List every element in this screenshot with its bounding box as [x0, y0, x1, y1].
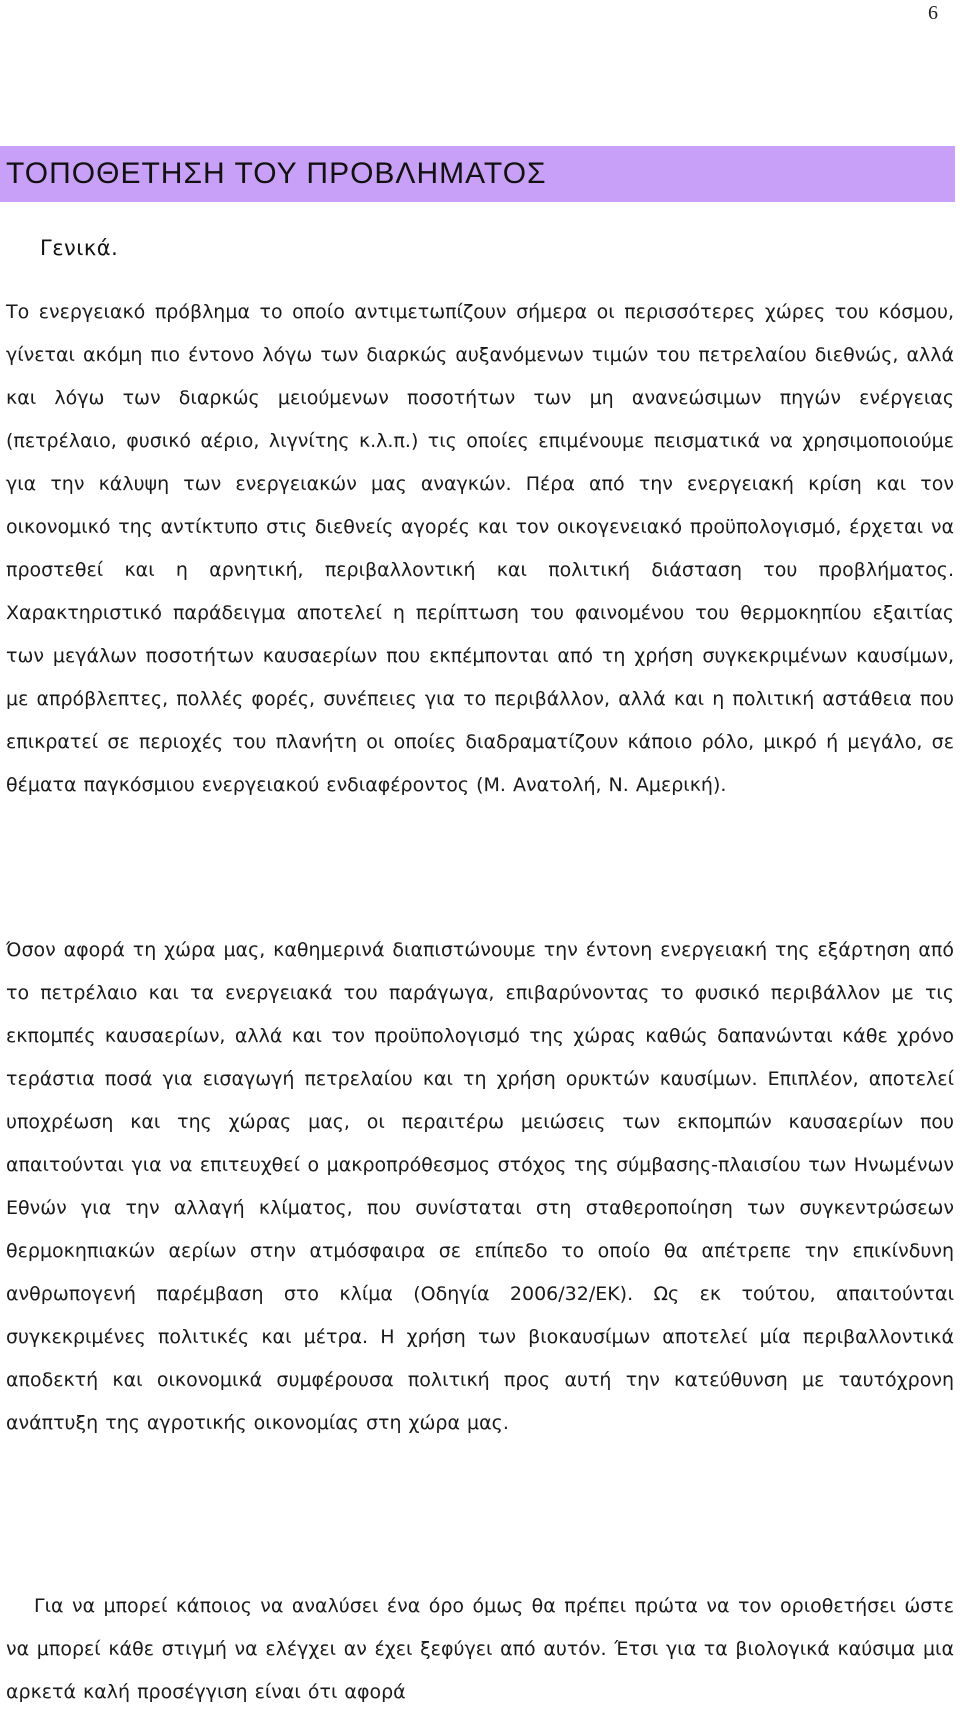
paragraph-1: Το ενεργειακό πρόβλημα το οποίο αντιμετωπίζουν σήμερα οι περισσότερες χώρες του κόσμου, γίνεται ακόμη πιο έντονο λόγω των διαρκώς αυξανόμενων τιμών του πετρελαίου διεθνώς, αλλά και λόγω των διαρκώς μειούμενων ποσοτήτων των μη ανανεώσιμων πηγών ενέργειας (πετρέλαιο, φυσικό αέριο, λιγνίτης κ.λ.π.) τις οποίες επιμένουμε πεισματικά να χρησιμοποιούμε για την κάλυψη των ενεργειακών μας αναγκών. Πέρα από την ενεργειακή κρίση και τον οικονομικό της αντίκτυπο στις διεθνείς αγορές και τον οικογενειακό προϋπολογισμό, έρχεται να προστεθεί και η αρνητική, περιβαλλοντική και πολιτική διάσταση του προβλήματος. Χαρακτηριστικό παράδειγμα αποτελεί η περίπτωση του φαινομένου του θερμοκηπίου εξαιτίας των μεγάλων ποσοτήτων καυσαερίων που εκπέμπονται από τη χρήση συγκεκριμένων καυσίμων, με απρόβλεπτες, πολλές φορές, συνέπειες για το περιβάλλον, αλλά και η πολιτική αστάθεια που επικρατεί σε περιοχές του πλανήτη οι οποίες διαδραματίζουν κάποιο ρόλο, μικρό ή μεγάλο, σε θέματα παγκόσμιου ενεργειακού ενδιαφέροντος (Μ. Ανατολή, Ν. Αμερική).	[6, 301, 954, 796]
paragraph-2: Όσον αφορά τη χώρα μας, καθημερινά διαπιστώνουμε την έντονη ενεργειακή της εξάρτηση από το πετρέλαιο και τα ενεργειακά του παράγωγα, επιβαρύνοντας το φυσικό περιβάλλον με τις εκπομπές καυσαερίων, αλλά και τον προϋπολογισμό της χώρας καθώς δαπανώνται κάθε χρόνο τεράστια ποσά για εισαγωγή πετρελαίου και τη χρήση ορυκτών καυσίμων. Επιπλέον, αποτελεί υποχρέωση και της χώρας μας, οι περαιτέρω μειώσεις των εκπομπών καυσαερίων που απαιτούνται για να επιτευχθεί ο μακροπρόθεσμος στόχος της σύμβασης-πλαισίου των Ηνωμένων Εθνών για την αλλαγή κλίματος, που συνίσταται στη σταθεροποίηση των συγκεντρώσεων θερμοκηπιακών αερίων στην ατμόσφαιρα σε επίπεδο το οποίο θα απέτρεπε την επικίνδυνη ανθρωπογενή παρέμβαση στο κλίμα (Οδηγία 2006/32/ΕΚ). Ως εκ τούτου, απαιτούνται συγκεκριμένες πολιτικές και μέτρα. Η χρήση των βιοκαυσίμων αποτελεί μία περιβαλλοντικά αποδεκτή και οικονομικά συμφέρουσα πολιτική προς αυτή την κατεύθυνση με ταυτόχρονη ανάπτυξη της αγροτικής οικονομίας στη χώρα μας.	[6, 939, 954, 1434]
section-title-bar	[0, 146, 955, 202]
paragraph-3: Για να μπορεί κάποιος να αναλύσει ένα όρο όμως θα πρέπει πρώτα να τον οριοθετήσει ώστε να μπορεί κάθε στιγμή να ελέγχει αν έχει ξεφύγει από αυτόν. Έτσι για τα βιολογικά καύσιμα μια αρκετά καλή προσέγγιση είναι ότι αφορά	[6, 1595, 954, 1703]
subheading: Γενικά.	[40, 236, 119, 260]
page-number: 6	[928, 2, 938, 24]
paragraph-1-container	[6, 291, 954, 807]
paragraph-2-container	[6, 929, 954, 1445]
paragraph-3-container	[6, 1585, 954, 1714]
section-title: ΤΟΠΟΘΕΤΗΣΗ ΤΟΥ ΠΡΟΒΛΗΜΑΤΟΣ	[6, 157, 547, 190]
